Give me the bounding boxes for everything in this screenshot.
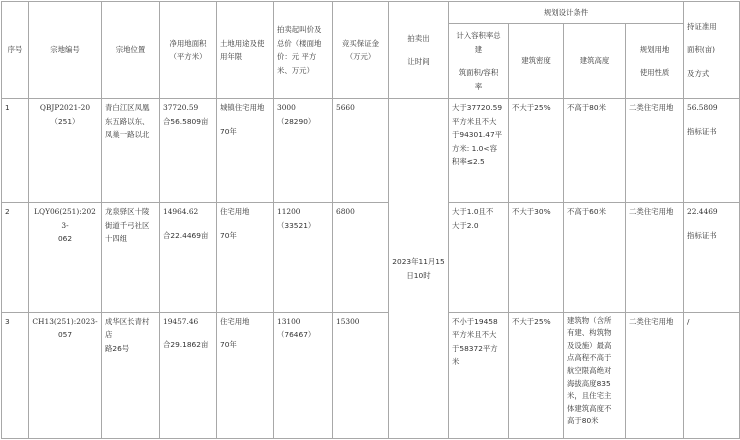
row-area — [160, 99, 217, 203]
row-land-use — [217, 312, 274, 438]
row-land-use — [217, 203, 274, 312]
cert-area: 22.4469 — [687, 207, 718, 217]
row-deposit: 15300 — [333, 312, 389, 438]
row-parcel-id — [29, 99, 102, 203]
header-deposit-line: 竞买保证金 — [342, 38, 379, 48]
row-planned-use: 二类住宅用地 — [626, 99, 684, 203]
header-starting-price — [274, 2, 333, 99]
header-price-line: 拍卖起叫价及 — [277, 25, 322, 35]
area-mu: 合29.1862亩 — [163, 340, 209, 350]
far-line: 大于2.0 — [452, 220, 479, 230]
area-mu: 合22.4469亩 — [163, 230, 209, 240]
location-line: 街道千弓社区 — [105, 220, 150, 230]
header-planned-use-line: 使用性质 — [639, 68, 670, 78]
header-auction-time-line: 让时间 — [407, 57, 430, 67]
header-land-use-line: 土地用途及使 — [220, 38, 265, 48]
height-line: 及设施）最高 — [567, 340, 612, 350]
header-planned-use — [626, 24, 684, 99]
header-price-line: 总价（楼面地 — [277, 38, 322, 48]
header-density: 建筑密度 — [509, 24, 564, 99]
price-line: （33521） — [277, 220, 316, 230]
row-price — [274, 99, 333, 203]
row-certificate — [684, 99, 740, 203]
location-line: 路26号 — [105, 343, 130, 353]
row-density: 不大于25% — [509, 99, 564, 203]
row-location — [102, 203, 160, 312]
height-line: 高于80米 — [567, 416, 599, 426]
height-line: 体建筑高度不 — [567, 403, 612, 413]
header-far — [449, 24, 509, 99]
far-line: 平方米且不大 — [452, 330, 497, 340]
land-use-years: 70年 — [220, 126, 237, 136]
auction-time-line: 2023年11月15 — [392, 257, 445, 267]
height-line: 点高程不高于 — [567, 353, 612, 363]
far-line: 于58372平方 — [452, 343, 498, 353]
row-height — [564, 312, 626, 438]
row-price — [274, 312, 333, 438]
row-planned-use: 二类住宅用地 — [626, 203, 684, 312]
header-land-use — [217, 2, 274, 99]
row-planned-use: 二类住宅用地 — [626, 312, 684, 438]
row-seq: 1 — [2, 99, 29, 203]
far-line: 大于1.0且不 — [452, 207, 494, 217]
row-far — [449, 99, 509, 203]
price-line: 13100 — [277, 316, 301, 326]
header-deposit — [333, 2, 389, 99]
header-planned-use-line: 规划用地 — [639, 44, 670, 54]
area-mu: 合56.5809亩 — [163, 116, 209, 126]
height-line: 有建、构筑物 — [567, 328, 612, 338]
land-auction-table — [1, 1, 740, 439]
land-use: 城镇住宅用地 — [220, 103, 265, 113]
price-line: 11200 — [277, 207, 301, 217]
row-parcel-id — [29, 203, 102, 312]
land-use: 住宅用地 — [220, 207, 250, 217]
header-certificate — [684, 2, 740, 99]
row-far — [449, 203, 509, 312]
header-far-line: 建 — [474, 44, 483, 54]
far-line: 方米: 1.0<容 — [452, 143, 497, 153]
header-price-line: 价：元 平方 — [277, 52, 317, 62]
cert-type: 指标证书 — [687, 126, 717, 136]
far-line: 于94301.47平 — [452, 130, 503, 140]
header-height: 建筑高度 — [564, 24, 626, 99]
row-seq: 3 — [2, 312, 29, 438]
location-line: 成华区长青村店 — [105, 316, 150, 340]
cert-area: / — [687, 316, 690, 326]
header-far-line: 筑面积/容积 — [458, 68, 499, 78]
location-line: 东五路以东、 — [105, 116, 150, 126]
parcel-id-line: 062 — [57, 234, 73, 244]
far-line: 积率≤2.5 — [452, 157, 485, 167]
parcel-id-line: QBJP2021-20 — [39, 103, 91, 113]
table-row — [2, 312, 740, 438]
header-location: 宗地位置 — [102, 2, 160, 99]
location-line: 凤巢一路以北 — [105, 130, 150, 140]
header-net-area-line: （平方米） — [169, 52, 207, 62]
land-use-years: 70年 — [220, 230, 237, 240]
far-line: 米 — [452, 357, 460, 367]
height-line: 海拔高度835 — [567, 378, 611, 388]
height-line: 米，且住宅主 — [567, 391, 612, 401]
header-seq: 序号 — [2, 2, 29, 99]
row-land-use — [217, 99, 274, 203]
row-location — [102, 99, 160, 203]
far-line: 平方米且不大 — [452, 116, 497, 126]
header-row-1 — [2, 2, 740, 24]
location-line: 龙泉驿区十陵 — [105, 207, 150, 217]
header-net-area-line: 净用地面积 — [169, 38, 207, 48]
header-auction-time — [389, 2, 449, 99]
header-certificate-line: 及方式 — [687, 68, 710, 78]
header-parcel-id: 宗地编号 — [29, 2, 102, 99]
parcel-id-line: CH13(251):2023- — [32, 316, 98, 326]
area-value: 19457.46 — [163, 316, 199, 326]
row-certificate — [684, 203, 740, 312]
row-deposit: 5660 — [333, 99, 389, 203]
row-height: 不高于60米 — [564, 203, 626, 312]
far-line: 不小于19458 — [452, 316, 498, 326]
row-certificate — [684, 312, 740, 438]
header-planning-group: 规划设计条件 — [449, 2, 684, 24]
height-line: 航空限高绝对 — [567, 366, 612, 376]
row-density: 不大于25% — [509, 312, 564, 438]
row-area — [160, 203, 217, 312]
height-line: 建筑物（含所 — [567, 315, 612, 325]
row-height: 不高于80米 — [564, 99, 626, 203]
location-line: 十四组 — [105, 234, 128, 244]
auction-time-line: 日10时 — [406, 270, 431, 280]
land-use-years: 70年 — [220, 340, 237, 350]
price-line: 3000 — [277, 103, 296, 113]
row-area — [160, 312, 217, 438]
table-row — [2, 203, 740, 312]
row-location — [102, 312, 160, 438]
header-far-line: 率 — [474, 81, 483, 91]
parcel-id-line: 057 — [57, 330, 73, 340]
area-value: 14964.62 — [163, 207, 199, 217]
header-land-use-line: 用年限 — [220, 52, 243, 62]
price-line: （28290） — [277, 116, 316, 126]
header-auction-time-line: 拍卖出 — [407, 33, 430, 43]
row-far — [449, 312, 509, 438]
header-far-line: 计入容积率总 — [456, 31, 501, 41]
land-auction-table-wrapper — [1, 1, 739, 439]
table-row — [2, 99, 740, 203]
auction-time-cell — [389, 99, 449, 439]
row-price — [274, 203, 333, 312]
header-price-line: 米、万元） — [277, 65, 314, 75]
area-value: 37720.59 — [163, 103, 199, 113]
header-certificate-line: 持证准用 — [687, 21, 717, 31]
row-deposit: 6800 — [333, 203, 389, 312]
header-certificate-line: 面积(亩) — [687, 45, 715, 55]
land-use: 住宅用地 — [220, 316, 250, 326]
location-line: 青白江区凤凰 — [105, 103, 150, 113]
parcel-id-line: LQY06(251):2023- — [34, 207, 96, 230]
header-net-area — [160, 2, 217, 99]
cert-type: 指标证书 — [687, 230, 717, 240]
row-seq: 2 — [2, 203, 29, 312]
row-density: 不大于30% — [509, 203, 564, 312]
parcel-id-line: （251） — [50, 116, 80, 126]
price-line: （76467） — [277, 330, 316, 340]
cert-area: 56.5809 — [687, 103, 718, 113]
far-line: 大于37720.59 — [452, 103, 503, 113]
row-parcel-id — [29, 312, 102, 438]
header-deposit-line: （万元） — [345, 52, 376, 62]
